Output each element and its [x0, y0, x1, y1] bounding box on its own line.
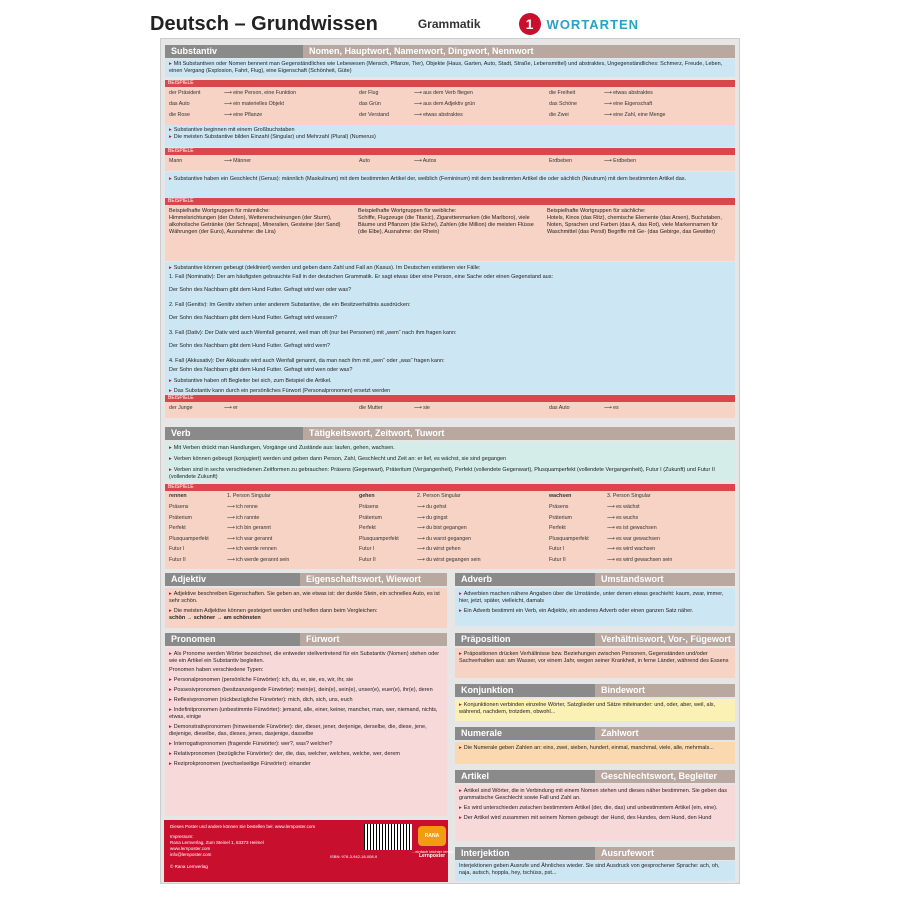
praeposition-body: ▸ Präpositionen drücken Verhältnisse bzw. Beziehungen zwischen Personen, Gegenständen und/oder Sachverhalten aus: am Wasser, vor einem Jahr, wegen seiner Krankheit, in ferne Länder, während des Essens [455, 648, 735, 678]
section-name: Verb [165, 427, 303, 440]
footer-order-note: Dieses Poster und andere können Sie bestellen bei: www.lernposter.com [170, 824, 316, 829]
footer-address: Rana Lernverlag, Zum Steinel 1, 63373 Heimel [170, 840, 264, 845]
example-term: das Auto [549, 405, 570, 411]
numerale-body: ▸ Die Numerale geben Zahlen an: eins, zwei, sieben, hundert, einmal, manchmal, viele, alle, mehrmals... [455, 742, 735, 764]
example-term: Erdbeben [549, 158, 572, 164]
tense-name: Futur II [169, 556, 186, 563]
topic-label: WORTARTEN [546, 16, 640, 32]
example-explanation: ⟶ Männer [224, 158, 252, 164]
conjugated-form: ⟶ es wird gewachsen sein [607, 556, 673, 563]
page-header [150, 12, 750, 36]
beispiele-bar: BEISPIELE [165, 198, 735, 205]
conjugated-form: ⟶ es wächst [607, 504, 640, 510]
section-synonyms: Eigenschaftswort, Wiewort [300, 573, 447, 586]
section-name: Adverb [455, 573, 595, 586]
verb-infinitive: rennen [169, 493, 187, 499]
tense-name: Plusquamperfekt [169, 535, 209, 542]
example-term: der Präsident [169, 90, 201, 96]
footer-impressum: Impressum: [170, 834, 194, 839]
example-explanation: ⟶ er [224, 405, 238, 411]
genus-examples: Beispielhafte Wortgruppen für männliche: Himmelsrichtungen (der Osten), Wettererscheinungen (der Sturm), alkoholische Getränke (der Schnaps), Mineralien, Gesteine (der Sand) Währungen (der Euro), Ausnahme: die Lira) Beispielhafte Wortgruppen für weibliche: Schiffe, Flugzeuge (die Titanic), Zigarettenmarken (die Marlboro), viele Bäume und Pflanzen (die Eiche), Zahlen (die Million) die meisten Flüsse (die Elbe), Ausnahme: der Rhein) Beispielhafte Wortgruppen für sächliche: Hotels, Kinos (das Ritz), chemische Elemente (das Arsen), Buchstaben, Noten, Sprachen und Farben (das A, das Rot), viele Markennamen für Waschmittel (das Persil) Begriffe mit Ge- (das Gebirge, das Gewitter) [165, 205, 735, 261]
beispiele-bar: BEISPIELE [165, 80, 735, 87]
section-name: Präposition [455, 633, 595, 646]
example-term: das Auto [169, 101, 190, 107]
example-explanation: ⟶ ein materielles Objekt [224, 101, 284, 107]
example-table-3 [165, 402, 735, 418]
tense-name: Perfekt [169, 525, 186, 531]
conjugated-form: ⟶ du wirst gegangen sein [417, 556, 481, 563]
conjugated-form: ⟶ du warst gegangen [417, 535, 472, 542]
tense-name: Futur II [549, 556, 566, 563]
section-name: Konjunktion [455, 684, 595, 697]
example-term: der Verstand [359, 112, 390, 118]
pronomen-header [165, 633, 447, 646]
adjektiv-header [165, 573, 447, 586]
kasus-box: ▸ Substantive können gebeugt (dekliniert) werden und geben dann Zahl und Fall an (Kasus). Im Deutschen existieren vier Fälle: 1. Fall (Nominativ): Der am häufigsten gebrauchte Fall in der deutschen Grammatik. Er sagt etwas über eine Person, eine Sache oder einen Gegenstand aus: Der Sohn des Nachbarn gibt dem Hund Futter. Gefragt wird wer oder was? 2. Fall (Genitiv): Im Genitiv stehen unter anderem Substantive, die ein Besitzverhältnis ausdrücken: Der Sohn des Nachbarn gibt dem Hund Futter. Gefragt wird wessen? 3. Fall (Dativ): Der Dativ wird auch Wemfall genannt, weil man oft (nur bei Personen) mit „wem“ nach ihm fragen kann: Der Sohn des Nachbarn gibt dem Hund Futter. Gefragt wird wem? 4. Fall (Akkusativ): Der Akkusativ wird auch Wenfall genannt, da man nach ihm mit „wen“ oder „was“ fragen kann: Der Sohn des Nachbarn gibt dem Hund Futter. Gefragt wird wen oder was? ▸ Substantive haben oft Begleiter bei sich, zum Beispiel die Artikel. ▸ Das Substantiv kann durch ein persönliches Fürwort (Personalpronomen) ersetzt werden [165, 262, 735, 394]
section-name: Substantiv [165, 45, 303, 58]
pronomen-type: ▸ Reflexivpronomen (rückbezügliche Fürwörter): mich, dich, sich, uns, euch [169, 697, 353, 703]
example-term: die Zwei [549, 112, 569, 118]
tense-name: Plusquamperfekt [549, 535, 589, 542]
conjugated-form: ⟶ ich werde rennen [227, 546, 277, 552]
example-explanation: ⟶ aus dem Adjektiv grün [414, 101, 476, 107]
example-explanation: ⟶ etwas abstraktes [414, 112, 463, 118]
conjugated-form: ⟶ du bist gegangen [417, 525, 467, 531]
section-synonyms: Nomen, Hauptwort, Namenwort, Dingwort, Nennwort [303, 45, 735, 58]
section-synonyms: Fürwort [300, 633, 447, 646]
conjugated-form: ⟶ es wuchs [607, 514, 639, 521]
example-term: das Schöne [549, 101, 577, 107]
artikel-body: ▸ Artikel sind Wörter, die in Verbindung mit einem Nomen stehen und dieses näher bestimmen. Sie geben das grammatische Geschlecht sowie Fall und Zahl an. ▸ Es wird unterschieden zwischen bestimmtem Artikel (der, die, das) und unbestimmtem Artikel (ein, eine). ▸ Der Artikel wird zusammen mit seinem Nomen gebeugt: der Hund, des Hundes, dem Hund, den Hund [455, 785, 735, 841]
beispiele-bar: BEISPIELE [165, 484, 735, 491]
tense-name: Perfekt [359, 525, 376, 531]
rana-logo: RANA Lernposter [418, 826, 446, 846]
page-title: Deutsch – Grundwissen [150, 12, 378, 35]
subtitle: Grammatik [417, 17, 481, 31]
section-name: Artikel [455, 770, 595, 783]
pronomen-type: ▸ Relativpronomen (bezügliche Fürwörter): der, die, das, welcher, welches, welche, wer, derem [169, 751, 400, 757]
tense-name: Präterium [359, 514, 382, 521]
conjugated-form: ⟶ du gingst [417, 514, 448, 521]
verb-header [165, 427, 735, 440]
isbn: ISBN: 978-3-942-18-008-9 [330, 854, 378, 859]
tense-name: Futur I [549, 546, 565, 552]
conjugated-form: ⟶ es ist gewachsen [607, 525, 657, 531]
verb-conjugation-table [165, 491, 735, 569]
substantiv-header [165, 45, 735, 58]
pronomen-type: ▸ Interrogativpronomen (fragende Fürwörter): wer?, was? welcher? [169, 741, 333, 747]
example-explanation: ⟶ aus dem Verb fliegen [414, 90, 473, 96]
verb-person: 1. Person Singular [227, 493, 271, 499]
section-synonyms: Tätigkeitswort, Zeitwort, Tuwort [303, 427, 735, 440]
tense-name: Präterium [169, 514, 192, 521]
section-synonyms: Ausrufewort [595, 847, 735, 860]
conjugated-form: ⟶ ich war gerannt [227, 535, 273, 542]
example-term: die Mutter [359, 405, 383, 411]
verb-infinitive: wachsen [549, 493, 572, 499]
interjektion-body: Interjektionen geben Ausrufe und Ähnliches wieder. Sie sind Ausdruck von gesprochener Sprache: ach, oh, naja, autsch, hoppla, hey, tschüss, pst... [455, 861, 735, 881]
footer-website[interactable]: www.lernposter.com [170, 846, 211, 851]
verb-person: 3. Person Singular [607, 493, 651, 499]
sheet-number-badge: 1 [519, 13, 541, 35]
conjugated-form: ⟶ du gehst [417, 504, 447, 510]
section-synonyms: Geschlechtswort, Begleiter [595, 770, 735, 783]
section-synonyms: Bindewort [595, 684, 735, 697]
section-name: Numerale [455, 727, 595, 740]
tagline: ...einfach leichter lernen [412, 849, 455, 854]
tense-name: Präterium [549, 514, 572, 521]
example-explanation: ⟶ eine Eigenschaft [604, 101, 653, 107]
adjektiv-body: ▸ Adjektive beschreiben Eigenschaften. Sie geben an, wie etwas ist: der dunkle Stein, ein schnelles Auto, es ist sehr schön. ▸ Die meisten Adjektive können gesteigert werden und helfen dann beim Vergleichen: schön → schöner → am schönsten [165, 588, 447, 628]
pronomen-type: ▸ Demonstrativpronomen (hinweisende Fürwörter): der, dieser, jener, derjenige, derselbe, die, diese, jene, diejenige, dieselbe, das, dieses, jenes, dasjenige, dasselbe [169, 724, 427, 737]
example-explanation: ⟶ etwas abstraktes [604, 90, 653, 96]
example-term: Auto [359, 158, 370, 164]
example-term: die Freiheit [549, 90, 576, 96]
genus-box: ▸ Substantive haben ein Geschlecht (Genus): männlich (Maskulinum) mit dem bestimmten Artikel der, weiblich (Femininum) mit dem bestimmten Artikel die oder sächlich (Neutrum) mit dem bestimmten Artikel das. [165, 172, 735, 198]
beispiele-bar: BEISPIELE [165, 395, 735, 402]
example-explanation: ⟶ eine Person, eine Funktion [224, 90, 297, 96]
example-term: der Junge [169, 405, 193, 411]
pronomen-body: ▸ Als Pronome werden Wörter bezeichnet, die entweder stellvertretend für ein Substantiv (Nomen) stehen oder wie ein Artikel ein Substantiv begleiten. Pronomen haben verschiedene Typen: ▸ Personalpronomen (persönliche Fürwörter): ich, du, er, sie, es, wir, ihr, sie ▸ Possesivpronomen (besitzanzeigende Fürwörter): mein(e), dein(e), sein(e), unser(e), euer(e), ihr(e), deren ▸ Reflexivpronomen (rückbezügliche Fürwörter): mich, dich, sich, uns, euch ▸ Indefinitpronomen (unbestimmte Fürwörter): jemand, alle, einer, keiner, mancher, man, wer, niemand, nichts, etwas, einige ▸ Demonstrativpronomen (hinweisende Fürwörter): der, dieser, jener, derjenige, derselbe, die, diese, jene, diejenige, dieselbe, das, dieses, jenes, dasjenige, dasselbe ▸ Interrogativpronomen (fragende Fürwörter): wer?, was? welcher? ▸ Relativpronomen (bezügliche Fürwörter): der, die, das, welcher, welches, welche, wer, derem ▸ Reziprokpronomen (wechselseitige Fürwörter): einander [165, 648, 447, 816]
section-synonyms: Umstandswort [595, 573, 735, 586]
verb-infinitive: gehen [359, 493, 375, 499]
conjugated-form: ⟶ es war gewachsen [607, 535, 660, 542]
example-explanation: ⟶ eine Zahl, eine Menge [604, 112, 666, 118]
example-explanation: ⟶ Erdbeben [604, 158, 637, 164]
conjugated-form: ⟶ ich bin gerannt [227, 525, 271, 531]
example-table-1 [165, 87, 735, 125]
numerale-header [455, 727, 735, 740]
tense-name: Plusquamperfekt [359, 535, 399, 542]
section-synonyms: Zahlwort [595, 727, 735, 740]
beispiele-bar: BEISPIELE [165, 148, 735, 155]
example-term: Mann [169, 158, 183, 164]
artikel-header [455, 770, 735, 783]
barcode-icon [364, 824, 412, 850]
example-explanation: ⟶ Autos [414, 158, 437, 164]
tense-name: Präsens [549, 504, 569, 510]
tense-name: Futur I [169, 546, 185, 552]
example-explanation: ⟶ es [604, 405, 619, 411]
verb-intro: ▸ Mit Verben drückt man Handlungen, Vorgänge und Zustände aus: laufen, gehen, wachsen. ▸ Verben können gebeugt (konjugiert) werden und geben dann Person, Zahl, Geschlecht und Zeit an: er lief, es wächst, sie sind gegangen ▸ Verben sind in sechs verschiedenen Zeitformen zu gebrauchen: Präsens (Gegenwart), Präteritum (Vergangenheit), Perfekt (vollendete Gegenwart), Plusquamperfekt (vollendete Vergangenheit), Futur I (Zukunft) und Futur II (vollendete Zukunft) [165, 442, 735, 482]
example-term: das Grün [359, 101, 381, 107]
tense-name: Perfekt [549, 525, 566, 531]
substantiv-intro: ▸ Mit Substantiven oder Nomen bennent man Gegenständliches wie Lebewesen (Mensch, Pflanze, Tier), Objekte (Haus, Garten, Auto, Stadt, Straße, Lebensmittel) und abstraktes, Ungegenständliches: Schmerz, Freude, Leben, einen Vergang (Explosion, Fahrt, Flug), eine Eigenschaft (Schönheit, Güte) [165, 59, 735, 77]
praeposition-header [455, 633, 735, 646]
pronomen-type: ▸ Indefinitpronomen (unbestimmte Fürwörter): jemand, alle, einer, keiner, mancher, man, wer, niemand, nichts, etwas, einige [169, 707, 438, 720]
pronomen-type: ▸ Reziprokpronomen (wechselseitige Fürwörter): einander [169, 761, 311, 767]
adverb-header [455, 573, 735, 586]
example-explanation: ⟶ eine Pflanze [224, 112, 263, 118]
tense-name: Präsens [169, 504, 189, 510]
conjugated-form: ⟶ ich rannte [227, 514, 260, 521]
adverb-body: ▸ Adverbien machen nähere Angaben über die Umstände, unter denen etwas geschieht: kaum, zwar, immer, hier, jetzt, später, vielleicht, damals ▸ Ein Adverb bestimmt ein Verb, ein Adjektiv, ein anderes Adverb oder einen ganzen Satz näher. [455, 588, 735, 626]
conjugated-form: ⟶ es wird wachsen [607, 546, 656, 552]
interjektion-header [455, 847, 735, 860]
conjugated-form: ⟶ ich werde gerannt sein [227, 556, 290, 563]
konjunktion-body: ▸ Konjunktionen verbinden einzelne Wörter, Satzglieder und Sätze miteinander: und, oder, aber, weil, als, während, nachdem, trotzdem, obwohl... [455, 699, 735, 721]
footer-copyright: © Rana Lernverlag [170, 864, 208, 869]
section-name: Pronomen [165, 633, 300, 646]
conjugated-form: ⟶ du wirst gehen [417, 546, 461, 552]
konjunktion-header [455, 684, 735, 697]
pronomen-list [169, 677, 443, 768]
tense-name: Futur I [359, 546, 375, 552]
tense-name: Futur II [359, 556, 376, 563]
verb-person: 2. Person Singular [417, 493, 461, 499]
example-explanation: ⟶ sie [414, 405, 430, 411]
section-synonyms: Verhältniswort, Vor-, Fügewort [595, 633, 735, 646]
conjugated-form: ⟶ ich renne [227, 504, 258, 510]
numerus-box: ▸ Substantive beginnen mit einem Großbuchstaben ▸ Die meisten Substantive bilden Einzahl (Singular) und Mehrzahl (Plural) (Numerus) [165, 125, 735, 147]
tense-name: Präsens [359, 504, 379, 510]
example-term: die Rose [169, 112, 190, 118]
section-name: Adjektiv [165, 573, 300, 586]
pronomen-type: ▸ Personalpronomen (persönliche Fürwörter): ich, du, er, sie, es, wir, ihr, sie [169, 677, 354, 683]
example-table-2 [165, 155, 735, 171]
section-name: Interjektion [455, 847, 595, 860]
footer-email[interactable]: info@lernposter.com [170, 852, 212, 857]
example-term: der Flug [359, 90, 379, 96]
pronomen-type: ▸ Possesivpronomen (besitzanzeigende Fürwörter): mein(e), dein(e), sein(e), unser(e), euer(e), ihr(e), deren [169, 687, 433, 693]
